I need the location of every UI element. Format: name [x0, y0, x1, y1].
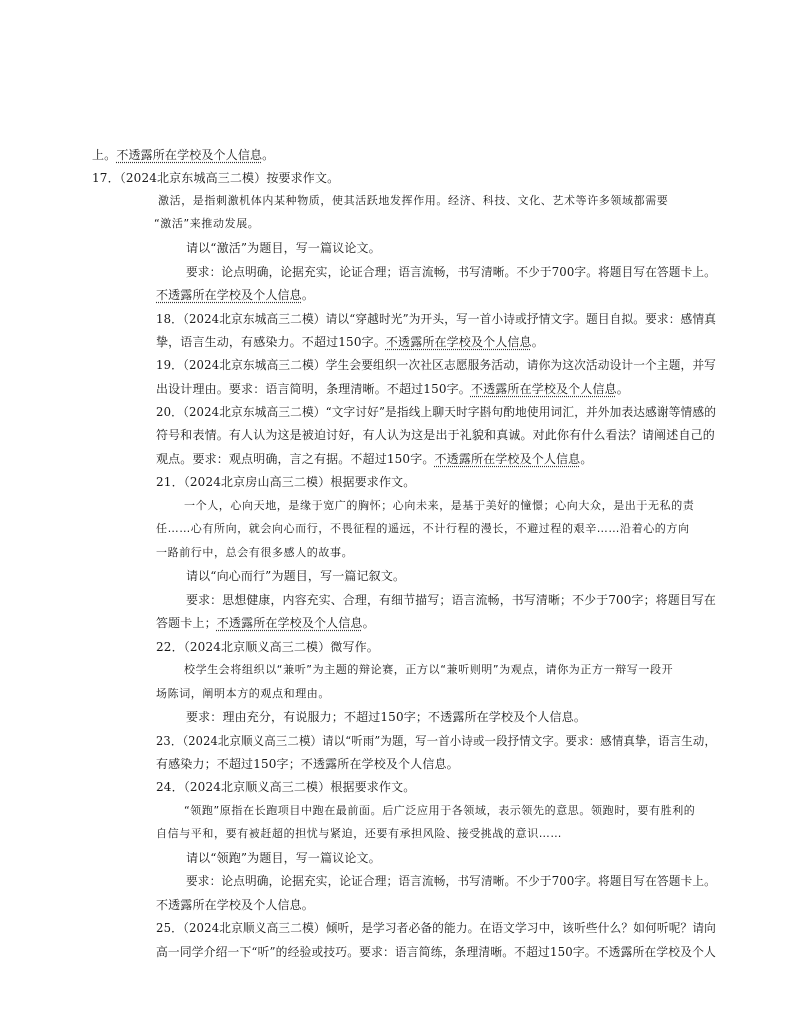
text-line: 不透露所在学校及个人信息。	[156, 898, 314, 912]
text-line: 有感染力；不超过150字；不透露所在学校及个人信息。	[156, 757, 459, 771]
text-line: 不透露所在学校及个人信息。	[156, 288, 314, 302]
prompt-line: 请以“激活”为题目，写一篇议论文。	[186, 241, 381, 255]
text-line: 符号和表情。有人认为这是被迫讨好，有人认为这是出于礼貌和真诚。对此你有什么看法？请阐述自己的	[156, 428, 715, 442]
text-line: 上。不透露所在学校及个人信息。	[92, 148, 275, 162]
text-line: 挚，语言生动，有感染力。不超过150字。不透露所在学校及个人信息。	[156, 335, 544, 349]
prompt-line: 请以“领跑”为题目，写一篇议论文。	[186, 851, 381, 865]
quote-line: 校学生会将组织以“兼听”为主题的辩论赛，正方以“兼听则明”为观点，请你为正方一辩写一段开	[184, 663, 674, 676]
question-25-heading: 25．（2024北京顺义高三二模）倾听，是学习者必备的能力。在语文学习中，该听些什么？如何听呢？请向	[156, 921, 717, 935]
question-21-heading: 21．（2024北京房山高三二模）根据要求作文。	[156, 475, 416, 489]
prompt-line: 请以“向心而行”为题目，写一篇记叙文。	[186, 569, 406, 583]
quote-line: 自信与平和，要有被赶超的担忧与紧迫，还要有承担风险、接受挑战的意识……	[156, 827, 562, 840]
quote-line: 任……心有所向，就会向心而行，不畏征程的遥远，不计行程的漫长，不避过程的艰辛……沿着心的方向	[156, 522, 690, 535]
text-line: 答题卡上；不透露所在学校及个人信息。	[156, 616, 375, 630]
text-line: 出设计理由。要求：语言简明，条理清晰。不超过150字。不透露所在学校及个人信息。	[156, 382, 629, 396]
requirements-line: 要求：论点明确，论据充实，论证合理；语言流畅，书写清晰。不少于700字。将题目写在答题卡上。	[186, 265, 716, 279]
text-line: 高一同学介绍一下“听”的经验或技巧。要求：语言简练，条理清晰。不超过150字。不透露所在学校及个人	[156, 945, 716, 959]
question-19-heading: 19．（2024北京东城高三二模）学生会要组织一次社区志愿服务活动，请你为这次活动设计一个主题，并写	[156, 358, 717, 372]
requirements-line: 要求：理由充分，有说服力；不超过150字；不透露所在学校及个人信息。	[186, 710, 587, 724]
requirements-line: 要求：思想健康，内容充实、合理，有细节描写；语言流畅，书写清晰；不少于700字；将题目写在	[186, 593, 716, 607]
quote-line: “激活”来推动发展。	[154, 217, 260, 230]
text-line: 观点。要求：观点明确，言之有据。不超过150字。不透露所在学校及个人信息。	[156, 452, 593, 466]
question-18-heading: 18．（2024北京东城高三二模）请以“穿越时光”为开头，写一首小诗或抒情文字。题目自拟。要求：感情真	[156, 312, 717, 326]
quote-line: 一路前行中，总会有很多感人的故事。	[156, 546, 354, 559]
quote-line: 场陈词，阐明本方的观点和理由。	[156, 687, 330, 700]
requirements-line: 要求：论点明确，论据充实，论证合理；语言流畅，书写清晰。不少于700字。将题目写在答题卡上。	[186, 874, 716, 888]
question-20-heading: 20．（2024北京东城高三二模）“文字讨好”是指线上聊天时字斟句酌地使用词汇，并外加表达感谢等情感的	[156, 405, 717, 419]
question-17-heading: 17．（2024北京东城高三二模）按要求作文。	[92, 171, 340, 185]
question-24-heading: 24．（2024北京顺义高三二模）根据要求作文。	[156, 780, 416, 794]
quote-line: 一个人，心向天地，是缘于宽广的胸怀；心向未来，是基于美好的憧憬；心向大众，是出于无私的责	[184, 499, 695, 512]
question-23-heading: 23．（2024北京顺义高三二模）请以“听雨”为题，写一首小诗或一段抒情文字。要求：感情真挚，语言生动，	[156, 734, 717, 748]
quote-line: 激活，是指刺激机体内某种物质，使其活跃地发挥作用。经济、科技、文化、艺术等许多领域都需要	[158, 194, 669, 207]
quote-line: “领跑”原指在长跑项目中跑在最前面。后广泛应用于各领域，表示领先的意思。领跑时，要有胜利的	[184, 804, 696, 817]
question-22-heading: 22．（2024北京顺义高三二模）微写作。	[156, 640, 379, 654]
